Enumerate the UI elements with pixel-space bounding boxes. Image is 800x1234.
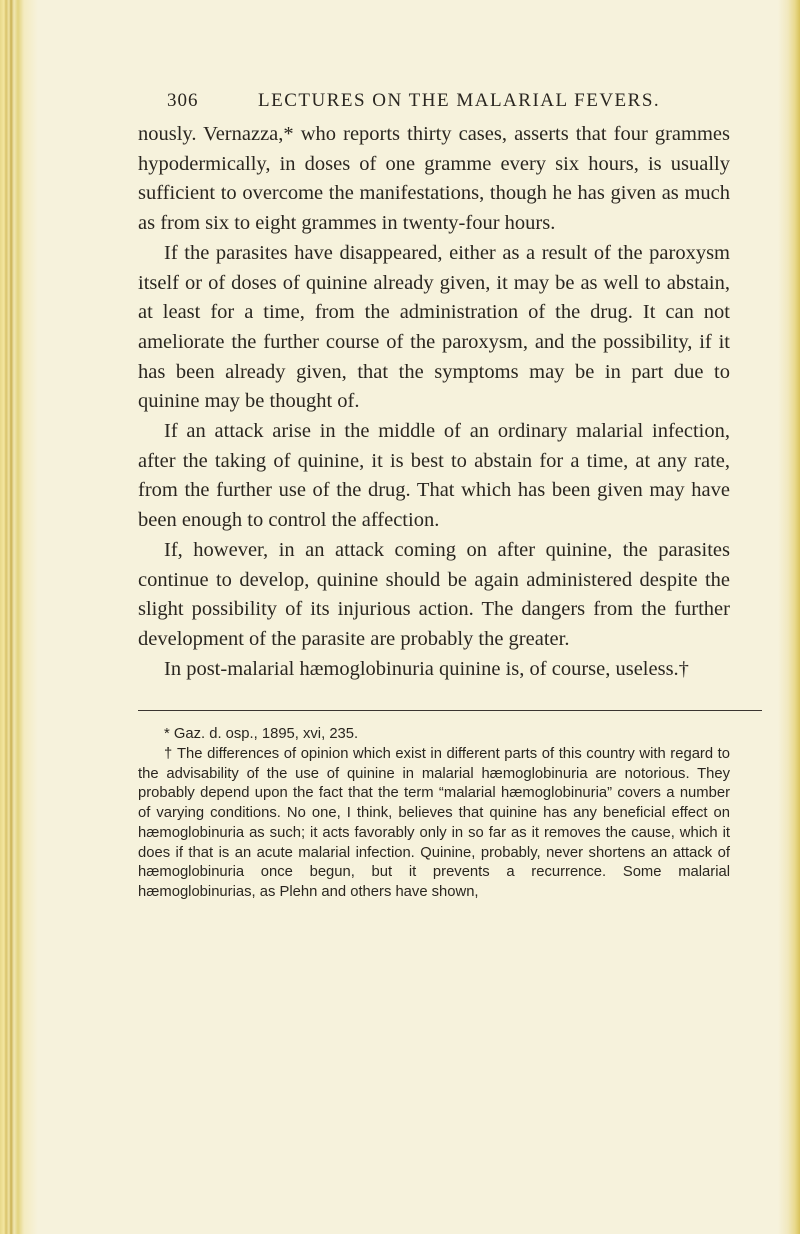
page-right-edge [778, 0, 800, 1234]
paragraph: If the parasites have disappeared, either as a result of the paroxysm itself or of doses of quinine already given, it may be as well to abstain, at least for a time, from the administration of the drug. It can not ameliorate the further course of the paroxysm, and the possibility, if it has been already given, that the symptoms may be in part due to quinine may be thought of. [138, 241, 730, 413]
book-binding-edge [0, 0, 38, 1234]
book-page [60, 82, 760, 903]
paragraph: If, however, in an attack coming on after quinine, the parasites continue to develop, quinine should be again administered despite the slight possibility of its injurious action. The dangers from the further development of the parasite are probably the greater. [138, 538, 730, 650]
paragraph: nously. Vernazza,* who reports thirty cases, asserts that four grammes hypodermically, in doses of one gramme every six hours, is usually sufficient to overcome the manifestations, though he has given as much as from six to eight grammes in twenty-four hours. [138, 123, 730, 235]
page-header [60, 82, 760, 118]
footnote: † The differences of opinion which exist in different parts of this country with regard to the advisability of the use of quinine in malarial hæmoglobinuria are notorious. They probably depend upon the fact that the term “malarial hæmoglobinuria” covers a number of varying conditions. No one, I think, believes that quinine has any beneficial effect on hæmoglobinuria as such; it acts favorably only in so far as it removes the cause, which it does if that is an acute malarial infection. Quinine, probably, never shortens an attack of hæmoglobinuria once begun, but it prevents a recurrence. Some malarial hæmoglobinurias, as Plehn and others have shown, [138, 746, 730, 900]
footnote: * Gaz. d. osp., 1895, xvi, 235. [164, 726, 359, 743]
page-number: 306 [167, 90, 199, 111]
running-head: LECTURES ON THE MALARIAL FEVERS. [258, 90, 661, 111]
body-text [60, 120, 760, 684]
paragraph: In post-malarial hæmoglobinuria quinine is, of course, useless.† [164, 657, 689, 680]
footnote-divider [138, 710, 762, 711]
paragraph: If an attack arise in the middle of an ordinary malarial infection, after the taking of quinine, it is best to abstain for a time, at any rate, from the further use of the drug. That which has been given may have been enough to control the affection. [138, 420, 730, 532]
footnotes [60, 725, 760, 902]
